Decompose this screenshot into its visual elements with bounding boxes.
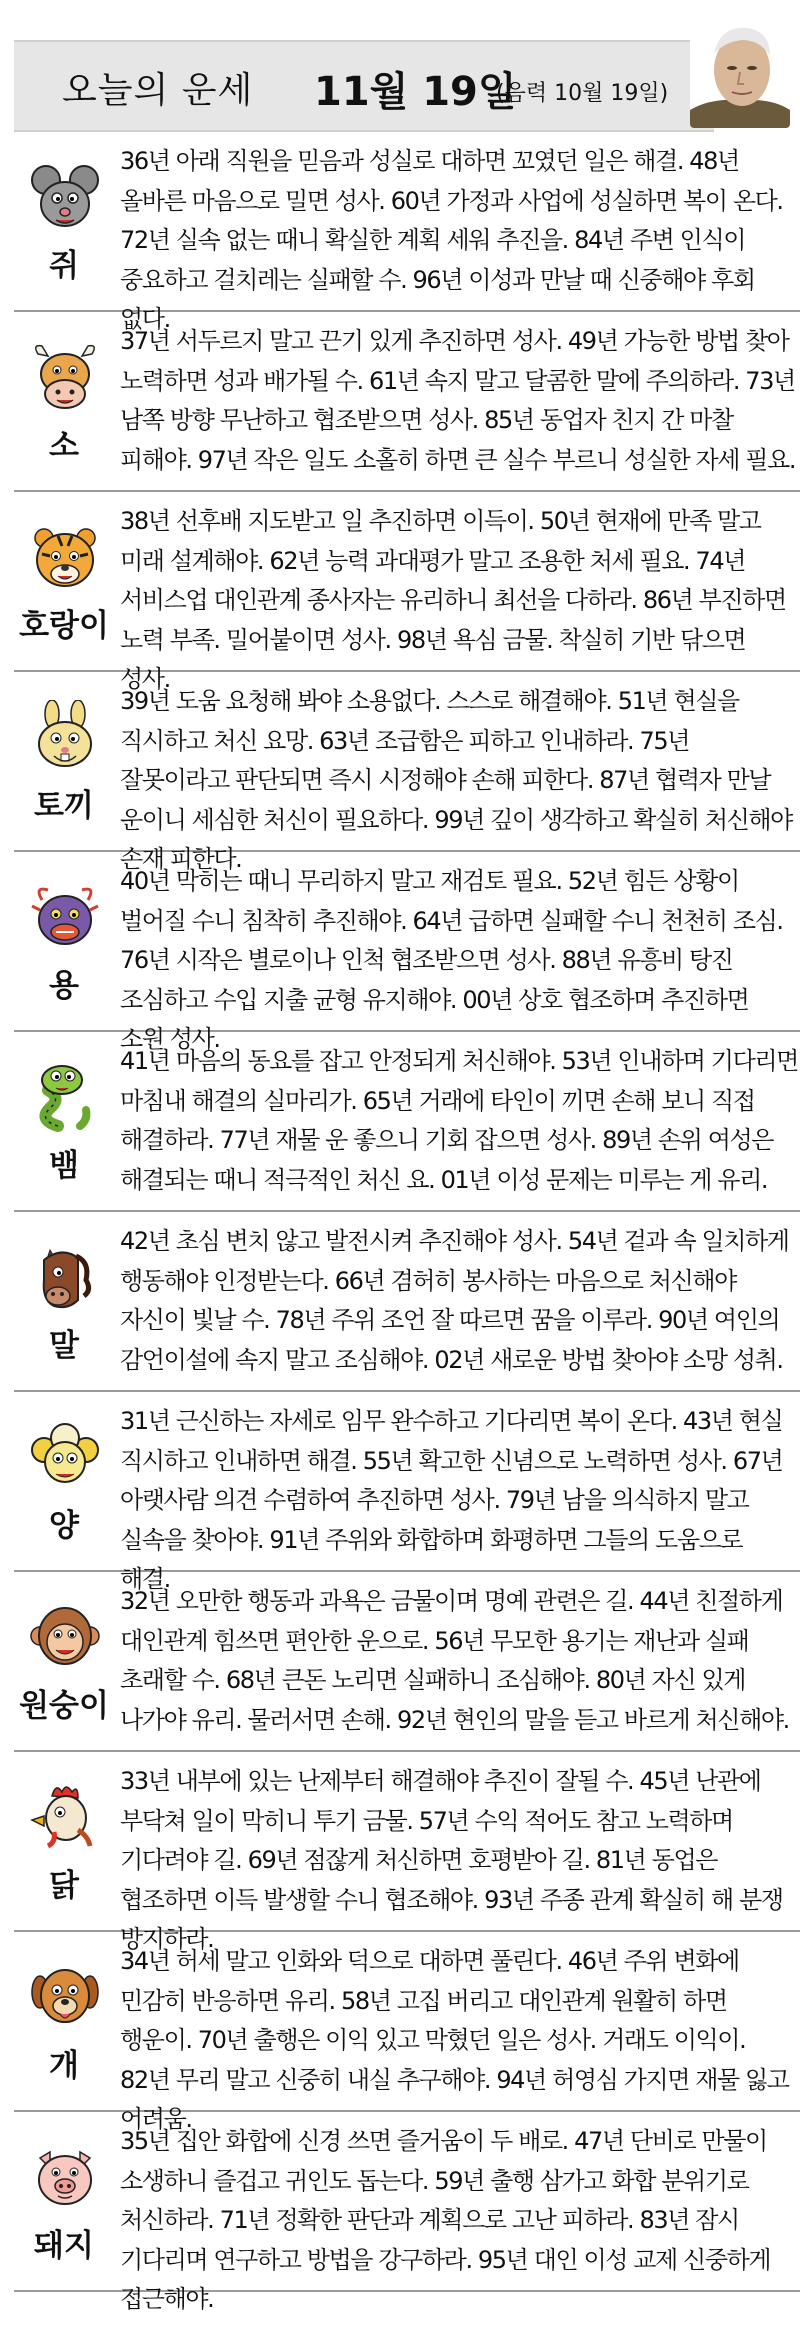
tiger-icon (28, 520, 102, 594)
zodiac-row-rabbit (14, 672, 800, 873)
animal-name: 호랑이 (19, 608, 109, 644)
animal-name: 닭 (49, 1868, 79, 1904)
page-title: 오늘의 운세 (62, 70, 254, 111)
animal-name: 소 (49, 428, 79, 464)
fortune-text: 35년 집안 화합에 신경 쓰면 즐거움이 두 배로. 47년 단비로 만물이 소생하니 즐겁고 귀인도 돕는다. 59년 출행 삼가고 화합 분위기로 처신하라. 71년 정확한 판단과 계획으로 고난 피하라. 83년 잠시 기다리며 연구하고 방법을 강구하라. 95년 대인 이성 교제 신중하게 접근해야. (120, 2127, 771, 2313)
dog-icon (28, 1960, 102, 2034)
animal-cell (14, 672, 120, 848)
fortune-text: 39년 도움 요청해 봐야 소용없다. 스스로 해결해야. 51년 현실을 직시하고 처신 요망. 63년 조급함은 피하고 인내하라. 75년 잘못이라고 판단되면 즉시 시정해야 손해 피한다. 87년 협력자 만날 운이니 세심한 처신이 필요하다. 99년 깊이 생각하고 확실히 처신해야 손재 피한다. (120, 687, 792, 873)
fortune-text: 31년 근신하는 자세로 임무 완수하고 기다리면 복이 온다. 43년 현실 직시하고 인내하면 해결. 55년 확고한 신념으로 노력하면 성사. 67년 아랫사람 의견 수렴하여 추진하면 성사. 79년 남을 의식하지 말고 실속을 찾아야. 91년 주위와 화합하며 화평하면 그들의 도움으로 해결. (120, 1407, 783, 1593)
lunar-date-label: (음력 10월 19일) (496, 81, 669, 106)
animal-cell (14, 2112, 120, 2288)
rooster-icon (28, 1780, 102, 1854)
columnist-photo (690, 14, 790, 128)
zodiac-row-ox (14, 312, 800, 492)
animal-cell (14, 1212, 120, 1388)
snake-icon (28, 1060, 102, 1134)
zodiac-row-rooster (14, 1752, 800, 1953)
fortune-text: 41년 마음의 동요를 잡고 안정되게 처신해야. 53년 인내하며 기다리면 마침내 해결의 실마리가. 65년 거래에 타인이 끼면 손해 보니 직접 해결하라. 77년 재물 운 좋으니 기회 잡으면 성사. 89년 손위 여성은 해결되는 때니 적극적인 처신 요. 01년 이성 문제는 미루는 게 유리. (120, 1047, 798, 1194)
zodiac-list (14, 132, 800, 2313)
animal-cell (14, 1932, 120, 2108)
pig-icon (28, 2140, 102, 2214)
zodiac-row-dragon (14, 852, 800, 1053)
monkey-icon (28, 1600, 102, 1674)
dragon-icon (28, 880, 102, 954)
zodiac-row-dog (14, 1932, 800, 2133)
zodiac-row-monkey (14, 1572, 800, 1752)
animal-cell (14, 1572, 120, 1748)
animal-name: 돼지 (34, 2228, 94, 2264)
animal-name: 원숭이 (19, 1688, 109, 1724)
animal-cell (14, 1392, 120, 1568)
zodiac-row-sheep (14, 1392, 800, 1593)
animal-cell (14, 492, 120, 668)
fortune-text: 38년 선후배 지도받고 일 추진하면 이득이. 50년 현재에 만족 말고 미래 설계해야. 62년 능력 과대평가 말고 조용한 처세 필요. 74년 서비스업 대인관계 종사자는 유리하니 최선을 다하라. 86년 부진하면 노력 부족. 밀어붙이면 성사. 98년 욕심 금물. 착실히 기반 닦으면 성사. (120, 507, 786, 693)
animal-name: 뱀 (49, 1148, 79, 1184)
animal-name: 토끼 (34, 788, 94, 824)
animal-cell (14, 312, 120, 488)
animal-name: 쥐 (49, 248, 79, 284)
fortune-text: 40년 막히는 때니 무리하지 말고 재검토 필요. 52년 힘든 상황이 벌어질 수니 침착히 추진해야. 64년 급하면 실패할 수니 천천히 조심. 76년 시작은 별로이나 인척 협조받으면 성사. 88년 유흥비 탕진 조심하고 수입 지출 균형 유지해야. 00년 상호 협조하며 추진하면 소원 성사. (120, 867, 783, 1053)
rabbit-icon (28, 700, 102, 774)
animal-cell (14, 1032, 120, 1208)
sheep-icon (28, 1420, 102, 1494)
fortune-text: 37년 서두르지 말고 끈기 있게 추진하면 성사. 49년 가능한 방법 찾아 노력하면 성과 배가될 수. 61년 속지 말고 달콤한 말에 주의하라. 73년 남쪽 방향 무난하고 협조받으면 성사. 85년 동업자 친지 간 마찰 피해야. 97년 작은 일도 소홀히 하면 큰 실수 부르니 성실한 자세 필요. (120, 327, 796, 474)
zodiac-row-snake (14, 1032, 800, 1212)
zodiac-row-tiger (14, 492, 800, 693)
fortune-text: 36년 아래 직원을 믿음과 성실로 대하면 꼬였던 일은 해결. 48년 올바른 마음으로 밀면 성사. 60년 가정과 사업에 성실하면 복이 온다. 72년 실속 없는 때니 확실한 계획 세워 추진을. 84년 주변 인식이 중요하고 걸치레는 실패할 수. 96년 이성과 만날 때 신중해야 후회 없다. (120, 147, 783, 333)
animal-cell (14, 132, 120, 308)
zodiac-row-horse (14, 1212, 800, 1392)
animal-name: 말 (49, 1328, 79, 1364)
animal-name: 용 (49, 968, 79, 1004)
fortune-text: 34년 허세 말고 인화와 덕으로 대하면 풀린다. 46년 주위 변화에 민감히 반응하면 유리. 58년 고집 버리고 대인관계 원활히 하면 행운이. 70년 출행은 이익 있고 막혔던 일은 성사. 거래도 이익이. 82년 무리 말고 신중히 내실 추구해야. 94년 허영심 가지면 재물 잃고 어려움. (120, 1947, 789, 2133)
date-label: 11월 19일 (314, 69, 517, 115)
animal-name: 양 (49, 1508, 79, 1544)
rat-icon (28, 160, 102, 234)
fortune-text: 42년 초심 변치 않고 발전시켜 추진해야 성사. 54년 겉과 속 일치하게 행동해야 인정받는다. 66년 겸허히 봉사하는 마음으로 처신해야 자신이 빛날 수. 78년 주위 조언 잘 따르면 꿈을 이루라. 90년 여인의 감언이설에 속지 말고 조심해야. 02년 새로운 방법 찾아야 소망 성취. (120, 1227, 789, 1374)
animal-name: 개 (49, 2048, 79, 2084)
horse-icon (28, 1240, 102, 1314)
animal-cell (14, 1752, 120, 1928)
fortune-text: 32년 오만한 행동과 과욕은 금물이며 명예 관련은 길. 44년 친절하게 대인관계 힘쓰면 편안한 운으로. 56년 무모한 용기는 재난과 실패 초래할 수. 68년 큰돈 노리면 실패하니 조심해야. 80년 자신 있게 나가야 유리. 물러서면 손해. 92년 현인의 말을 듣고 바르게 처신해야. (120, 1587, 789, 1734)
fortune-text: 33년 내부에 있는 난제부터 해결해야 추진이 잘될 수. 45년 난관에 부닥쳐 일이 막히니 투기 금물. 57년 수익 적어도 참고 노력하며 기다려야 길. 69년 점잖게 처신하면 호평받아 길. 81년 동업은 협조하면 이득 발생할 수니 협조해야. 93년 주종 관계 확실히 해 분쟁 방지하라. (120, 1767, 783, 1953)
zodiac-row-rat (14, 132, 800, 333)
ox-icon (28, 340, 102, 414)
zodiac-row-pig (14, 2112, 800, 2313)
header-bar (14, 40, 714, 132)
animal-cell (14, 852, 120, 1028)
